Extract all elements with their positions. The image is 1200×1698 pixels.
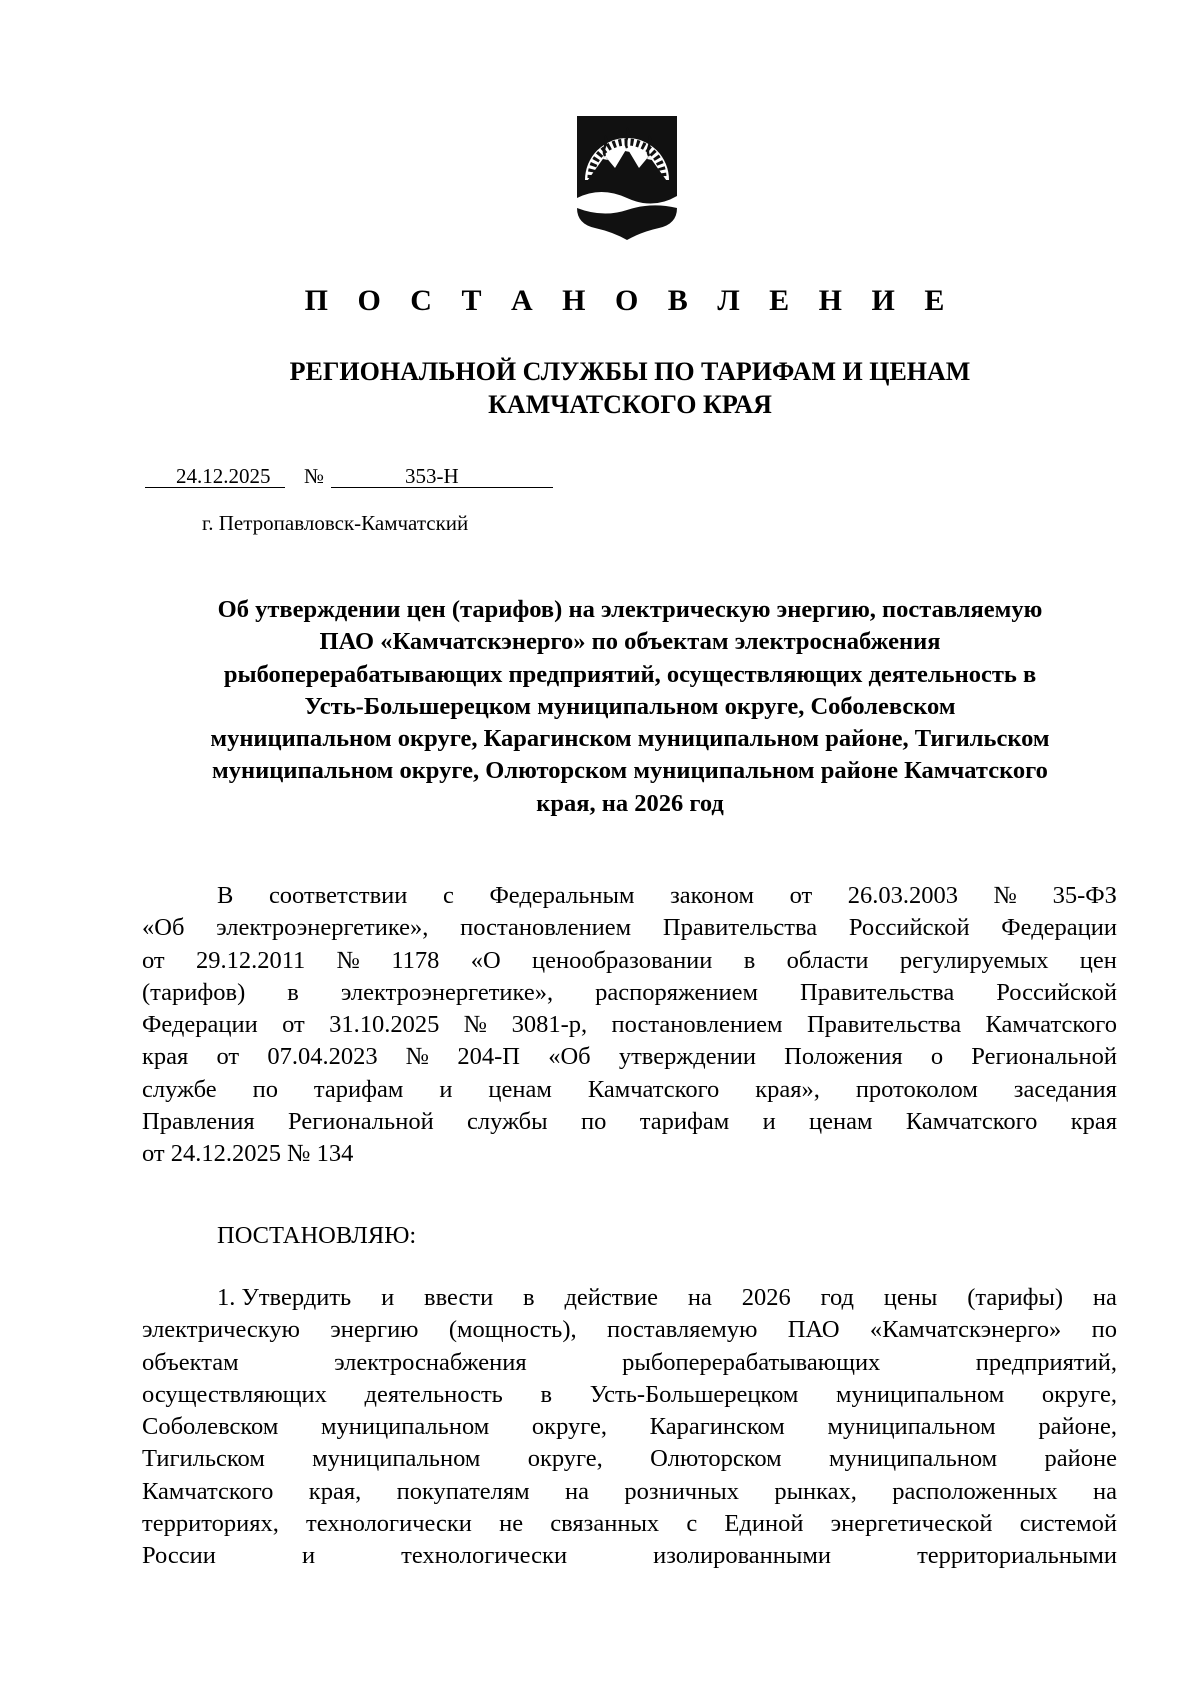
word: ввести: [424, 1284, 494, 1311]
word: края: [142, 1043, 189, 1071]
word: с: [686, 1510, 698, 1538]
document-title: [140, 594, 1120, 820]
word: Правления: [142, 1108, 255, 1136]
word: системой: [1019, 1510, 1117, 1538]
word: ценам: [809, 1108, 873, 1136]
word: Федерации: [1001, 914, 1117, 942]
word: рынках,: [774, 1477, 857, 1505]
text-line: [142, 1476, 1117, 1508]
word: от: [142, 946, 165, 974]
word: округе,: [527, 1445, 603, 1473]
word: Федеральным: [489, 882, 635, 909]
word: 35-ФЗ: [1052, 882, 1117, 909]
text-line: [142, 1074, 1117, 1106]
word: от: [789, 882, 813, 909]
word: с: [442, 882, 454, 909]
clause-1-paragraph: [142, 1282, 1117, 1573]
word: Усть-Большерецком: [589, 1380, 799, 1408]
word: Олюторском: [650, 1445, 782, 1473]
word: энергию: [330, 1316, 419, 1344]
word: 07.04.2023: [267, 1043, 378, 1071]
text-line: [142, 1540, 1117, 1572]
word: электрическую: [142, 1316, 300, 1344]
word: Тигильском: [142, 1445, 265, 1473]
word: Камчатского: [142, 1477, 274, 1505]
word: районе: [1044, 1445, 1117, 1473]
word: России: [142, 1542, 216, 1570]
word: цены: [883, 1284, 938, 1311]
title-line: Об утверждении цен (тарифов) на электрическую энергию, поставляемую: [217, 596, 1043, 623]
word: и: [439, 1075, 453, 1103]
word: Единой: [724, 1510, 804, 1538]
word: «Об: [548, 1043, 591, 1071]
word: 26.03.2003: [847, 882, 959, 909]
word: и: [301, 1542, 316, 1570]
word: 29.12.2011: [195, 946, 306, 974]
word: в: [540, 1380, 553, 1408]
word: Правительства: [800, 978, 955, 1006]
word: края»,: [755, 1075, 820, 1103]
word: тарифам: [313, 1075, 404, 1103]
text-line: [142, 1041, 1117, 1073]
title-line: ПАО «Камчатскэнерго» по объектам электроснабжения: [319, 628, 941, 656]
word: №: [336, 946, 360, 974]
word: края: [1070, 1108, 1117, 1136]
word: поставляемую: [606, 1316, 758, 1344]
word: заседания: [1013, 1075, 1117, 1103]
word: электроснабжения: [334, 1348, 527, 1376]
word: №: [463, 1011, 488, 1039]
word: энергетической: [830, 1510, 993, 1538]
word: тарифам: [639, 1108, 730, 1136]
text-line: [142, 1411, 1117, 1443]
word: по: [1091, 1316, 1117, 1344]
word: и: [762, 1108, 776, 1136]
text-line: [142, 1347, 1117, 1379]
word: соответствии: [268, 882, 408, 909]
word: по: [580, 1108, 607, 1136]
word: (мощность),: [448, 1316, 577, 1344]
word: 2026: [741, 1284, 791, 1311]
date-number-line: [155, 463, 585, 493]
word: Положения: [784, 1043, 903, 1071]
word: действие: [564, 1284, 659, 1311]
word: Камчатского: [985, 1011, 1117, 1039]
word: предприятий,: [975, 1348, 1117, 1376]
word: 1178: [391, 946, 440, 974]
word: Правительства: [662, 914, 818, 942]
word: муниципальном: [827, 1413, 996, 1441]
text-line: [142, 1443, 1117, 1475]
number-sign: №: [304, 464, 325, 488]
word: края,: [308, 1477, 362, 1505]
word: округе,: [531, 1413, 607, 1441]
word: технологически: [306, 1510, 472, 1538]
title-line: муниципальном округе, Карагинском муниципальном районе, Тигильском: [210, 725, 1050, 753]
title-line: рыбоперерабатывающих предприятий, осуществляющих деятельность в: [223, 660, 1037, 688]
word: «О: [470, 946, 501, 974]
word: в: [743, 946, 756, 974]
word: розничных: [624, 1477, 739, 1505]
word: покупателям: [396, 1477, 530, 1505]
text-line: [142, 1282, 1117, 1314]
word: на: [565, 1477, 590, 1505]
word: (тарифов): [142, 978, 246, 1006]
issuing-authority: [140, 355, 1120, 421]
word: связанных: [550, 1510, 660, 1538]
word: Карагинском: [649, 1413, 785, 1441]
authority-line: РЕГИОНАЛЬНОЙ СЛУЖБЫ ПО ТАРИФАМ И ЦЕНАМ: [289, 357, 971, 386]
decree-word: ПОСТАНОВЛЯЮ:: [217, 1222, 417, 1249]
word: территориальными: [917, 1542, 1117, 1570]
word: Правительства: [806, 1011, 962, 1039]
word: Федерации: [142, 1011, 258, 1039]
word: постановлением: [460, 914, 632, 942]
word: Региональной: [288, 1108, 434, 1136]
word: на: [1092, 1477, 1117, 1505]
text-line: [142, 1508, 1117, 1540]
word: (тарифы): [967, 1284, 1064, 1311]
preamble-paragraph: [142, 880, 1117, 1171]
word: расположенных: [892, 1477, 1058, 1505]
word: Камчатского: [905, 1108, 1038, 1136]
word: электроэнергетике»,: [340, 978, 554, 1006]
word: Региональной: [971, 1043, 1117, 1071]
word: объектам: [142, 1348, 239, 1376]
word: протоколом: [855, 1075, 978, 1103]
word: «Камчатскэнерго»: [869, 1316, 1062, 1344]
text-line: [142, 977, 1117, 1009]
word: муниципальном: [828, 1445, 998, 1473]
text-line: [142, 1106, 1117, 1138]
word: регулируемых: [899, 946, 1049, 974]
word: в: [287, 978, 299, 1006]
word: и: [381, 1284, 395, 1311]
word: электроэнергетике»,: [216, 914, 429, 942]
word: 31.10.2025: [329, 1011, 440, 1039]
word: утверждении: [618, 1043, 756, 1071]
word: Российской: [848, 914, 970, 942]
word: от: [216, 1043, 240, 1071]
city-line: г. Петропавловск-Камчатский: [202, 511, 469, 535]
word: не: [499, 1510, 524, 1538]
word: изолированными: [653, 1542, 831, 1570]
word: технологически: [401, 1542, 568, 1570]
word: деятельность: [364, 1380, 503, 1408]
word: Российской: [996, 978, 1117, 1006]
word: распоряжением: [595, 978, 759, 1006]
word: округе,: [1041, 1380, 1117, 1408]
coat-of-arms-emblem: [571, 112, 683, 244]
word: 1. Утвердить: [217, 1284, 352, 1311]
word: по: [252, 1075, 278, 1103]
word: ценообразовании: [531, 946, 713, 974]
document-date: 24.12.2025: [176, 464, 271, 488]
authority-line: КАМЧАТСКОГО КРАЯ: [488, 390, 772, 419]
document-type-text: П О С Т А Н О В Л Е Н И Е: [304, 284, 956, 317]
document-number: 353-Н: [405, 464, 459, 488]
word: Камчатского: [587, 1075, 720, 1103]
word: муниципальном: [321, 1413, 490, 1441]
document-type-heading: [0, 283, 1200, 319]
word: Соболевском: [142, 1413, 279, 1441]
text-line: [142, 880, 1117, 912]
word: №: [993, 882, 1018, 909]
word: №: [405, 1043, 430, 1071]
word: на: [1092, 1284, 1117, 1311]
word: 204-П: [457, 1043, 520, 1071]
word: законом: [670, 882, 754, 909]
word: территориях,: [142, 1510, 279, 1538]
word: области: [786, 946, 869, 974]
text-line: [142, 1314, 1117, 1346]
word: цен: [1079, 946, 1117, 974]
word: постановлением: [611, 1011, 783, 1039]
word: ценам: [488, 1075, 552, 1103]
word: «Об: [142, 914, 185, 942]
word: муниципальном: [836, 1380, 1005, 1408]
title-line: муниципальном округе, Олюторском муниципальном районе Камчатского: [212, 757, 1048, 785]
word: В: [217, 882, 234, 909]
word: год: [820, 1284, 854, 1311]
word: ПАО: [787, 1316, 840, 1344]
word: на: [687, 1284, 712, 1311]
text-line-last: от 24.12.2025 № 134: [142, 1140, 354, 1168]
word: службе: [142, 1075, 217, 1103]
word: рыбоперерабатывающих: [622, 1348, 881, 1376]
word: осуществляющих: [142, 1380, 327, 1408]
title-line: Усть-Большерецком муниципальном округе, Соболевском: [304, 692, 956, 720]
word: о: [930, 1043, 944, 1071]
word: районе,: [1038, 1413, 1117, 1441]
word: службы: [467, 1108, 548, 1136]
word: от: [282, 1011, 305, 1039]
text-line: [142, 945, 1117, 977]
title-line: края, на 2026 год: [536, 789, 724, 817]
word: в: [523, 1284, 535, 1311]
text-line: [142, 1009, 1117, 1041]
word: 3081-р,: [511, 1011, 588, 1039]
word: муниципальном: [312, 1445, 481, 1473]
text-line: [142, 912, 1117, 944]
text-line: [142, 1379, 1117, 1411]
